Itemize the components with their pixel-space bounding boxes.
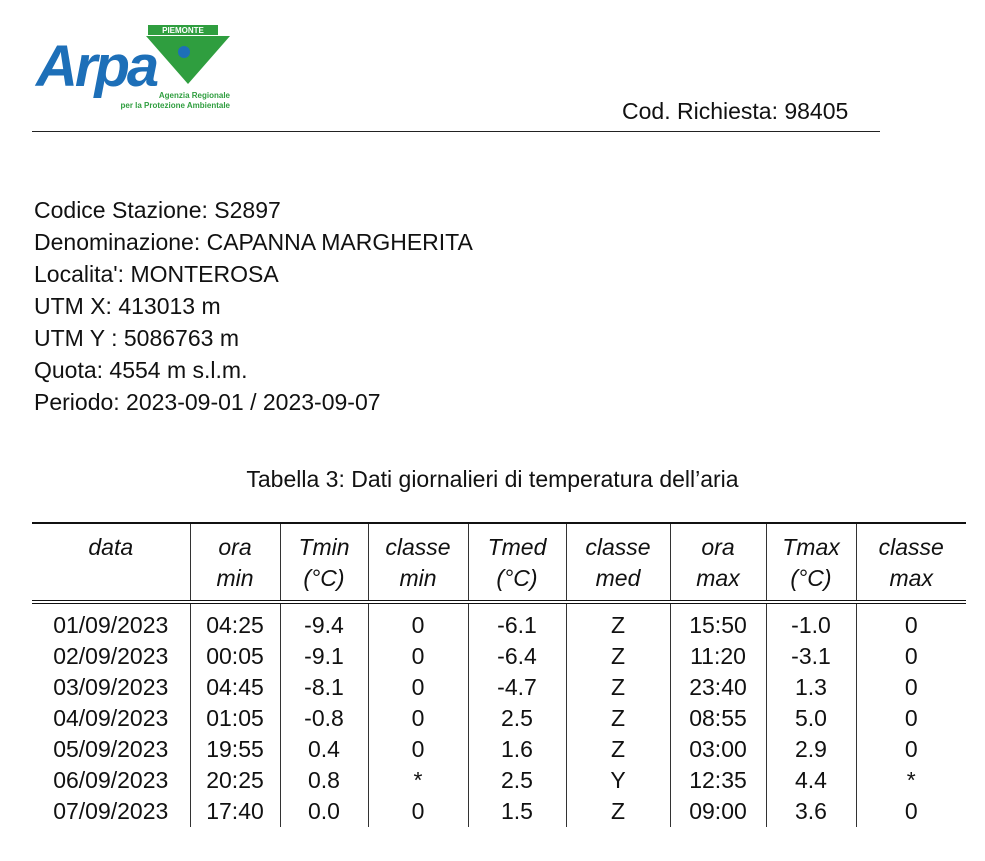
column-header bbox=[766, 524, 856, 600]
table-cell: -3.1 bbox=[766, 641, 856, 672]
table-cell: 0.0 bbox=[280, 796, 368, 827]
table-cell: 0 bbox=[368, 703, 468, 734]
table-cell: * bbox=[368, 765, 468, 796]
table-row bbox=[32, 672, 966, 703]
table-cell: Z bbox=[566, 796, 670, 827]
table-cell: 01:05 bbox=[190, 703, 280, 734]
table-cell: -0.8 bbox=[280, 703, 368, 734]
table-cell: -4.7 bbox=[468, 672, 566, 703]
column-header-line1: classe bbox=[878, 534, 944, 560]
station-period: Periodo: 2023-09-01 / 2023-09-07 bbox=[34, 389, 381, 415]
station-utm-y: UTM Y : 5086763 m bbox=[34, 325, 239, 351]
table-cell: 0.8 bbox=[280, 765, 368, 796]
table-cell: 03:00 bbox=[670, 734, 766, 765]
column-header-line1: ora bbox=[701, 534, 735, 560]
table-cell: 0 bbox=[368, 796, 468, 827]
column-header-line1: data bbox=[88, 534, 134, 560]
table-cell: Z bbox=[566, 604, 670, 641]
column-header-line2: max bbox=[696, 565, 740, 591]
table-cell: 2.5 bbox=[468, 703, 566, 734]
column-header bbox=[280, 524, 368, 600]
table-cell: -1.0 bbox=[766, 604, 856, 641]
table-cell: Z bbox=[566, 672, 670, 703]
column-header-line2: (°C) bbox=[496, 565, 538, 591]
table-cell: 11:20 bbox=[670, 641, 766, 672]
table-cell: 3.6 bbox=[766, 796, 856, 827]
column-header-line1: Tmed bbox=[487, 534, 547, 560]
table-cell: 02/09/2023 bbox=[53, 643, 169, 669]
table-caption: Tabella 3: Dati giornalieri di temperatura dell’aria bbox=[246, 466, 739, 492]
table-cell: 04:45 bbox=[190, 672, 280, 703]
column-header bbox=[566, 524, 670, 600]
table-row bbox=[32, 604, 966, 641]
table-body bbox=[32, 604, 966, 827]
table-cell: 04:25 bbox=[190, 604, 280, 641]
column-header-line2: min bbox=[216, 565, 254, 591]
table-cell: 08:55 bbox=[670, 703, 766, 734]
table-cell: -6.4 bbox=[468, 641, 566, 672]
table-cell: 0 bbox=[856, 734, 966, 765]
station-utm-x: UTM X: 413013 m bbox=[34, 293, 221, 319]
temperature-table bbox=[32, 522, 966, 827]
column-header-line2: max bbox=[889, 565, 933, 591]
station-info bbox=[34, 194, 473, 418]
column-header-line2: min bbox=[399, 565, 437, 591]
station-code: Codice Stazione: S2897 bbox=[34, 197, 281, 223]
column-header-line2: (°C) bbox=[303, 565, 345, 591]
station-locality: Localita': MONTEROSA bbox=[34, 261, 279, 287]
table-cell: 12:35 bbox=[670, 765, 766, 796]
column-header-line1: classe bbox=[385, 534, 451, 560]
table-cell: 1.5 bbox=[468, 796, 566, 827]
column-header bbox=[856, 524, 966, 600]
header-divider bbox=[32, 131, 880, 132]
table-cell: 15:50 bbox=[670, 604, 766, 641]
table-cell: 04/09/2023 bbox=[53, 705, 169, 731]
table-cell: 0 bbox=[856, 672, 966, 703]
table-cell: 4.4 bbox=[766, 765, 856, 796]
table-cell: 0 bbox=[856, 703, 966, 734]
table-row bbox=[32, 765, 966, 796]
table-cell: 1.3 bbox=[766, 672, 856, 703]
table-cell: 0 bbox=[856, 604, 966, 641]
table-cell: Z bbox=[566, 734, 670, 765]
table-cell: 01/09/2023 bbox=[53, 612, 169, 638]
column-header bbox=[670, 524, 766, 600]
table-cell: 17:40 bbox=[190, 796, 280, 827]
svg-text:Agenzia Regionale: Agenzia Regionale bbox=[158, 91, 230, 100]
column-header bbox=[368, 524, 468, 600]
table-cell: 19:55 bbox=[190, 734, 280, 765]
table-cell: 2.5 bbox=[468, 765, 566, 796]
table-cell: * bbox=[856, 765, 966, 796]
column-header-line1: ora bbox=[218, 534, 252, 560]
table-cell: -6.1 bbox=[468, 604, 566, 641]
table-cell: 5.0 bbox=[766, 703, 856, 734]
table-cell: 1.6 bbox=[468, 734, 566, 765]
table-cell: Y bbox=[566, 765, 670, 796]
table-cell: Z bbox=[566, 641, 670, 672]
table-cell: 07/09/2023 bbox=[53, 798, 169, 824]
svg-text:per la Protezione Ambientale: per la Protezione Ambientale bbox=[120, 101, 230, 110]
table-cell: Z bbox=[566, 703, 670, 734]
table-cell: 05/09/2023 bbox=[53, 736, 169, 762]
table-header-row bbox=[32, 524, 966, 600]
table-cell: 0 bbox=[368, 641, 468, 672]
svg-text:PIEMONTE: PIEMONTE bbox=[162, 26, 204, 35]
table-cell: 00:05 bbox=[190, 641, 280, 672]
table-cell: 2.9 bbox=[766, 734, 856, 765]
column-header bbox=[468, 524, 566, 600]
table-row bbox=[32, 734, 966, 765]
station-altitude: Quota: 4554 m s.l.m. bbox=[34, 357, 248, 383]
table-cell: -9.1 bbox=[280, 641, 368, 672]
column-header bbox=[190, 524, 280, 600]
column-header-line2 bbox=[32, 563, 190, 594]
table-cell: 23:40 bbox=[670, 672, 766, 703]
table-cell: 09:00 bbox=[670, 796, 766, 827]
table-cell: 0 bbox=[368, 734, 468, 765]
column-header-line1: Tmax bbox=[782, 534, 840, 560]
table-cell: 0 bbox=[856, 796, 966, 827]
table-cell: 0 bbox=[856, 641, 966, 672]
arpa-logo bbox=[34, 24, 234, 118]
column-header-line2: (°C) bbox=[790, 565, 832, 591]
column-header bbox=[32, 524, 190, 600]
table-cell: -9.4 bbox=[280, 604, 368, 641]
table-cell: 0 bbox=[368, 604, 468, 641]
request-code: Cod. Richiesta: 98405 bbox=[622, 98, 849, 124]
table-cell: -8.1 bbox=[280, 672, 368, 703]
table-cell: 06/09/2023 bbox=[53, 767, 169, 793]
column-header-line1: classe bbox=[585, 534, 651, 560]
table-cell: 0.4 bbox=[280, 734, 368, 765]
column-header-line1: Tmin bbox=[298, 534, 350, 560]
column-header-line2: med bbox=[595, 565, 641, 591]
table-row bbox=[32, 703, 966, 734]
table-cell: 0 bbox=[368, 672, 468, 703]
table-cell: 03/09/2023 bbox=[53, 674, 169, 700]
table-cell: 20:25 bbox=[190, 765, 280, 796]
svg-text:Arpa: Arpa bbox=[36, 34, 157, 99]
table-row bbox=[32, 641, 966, 672]
table-row bbox=[32, 796, 966, 827]
station-name: Denominazione: CAPANNA MARGHERITA bbox=[34, 229, 473, 255]
